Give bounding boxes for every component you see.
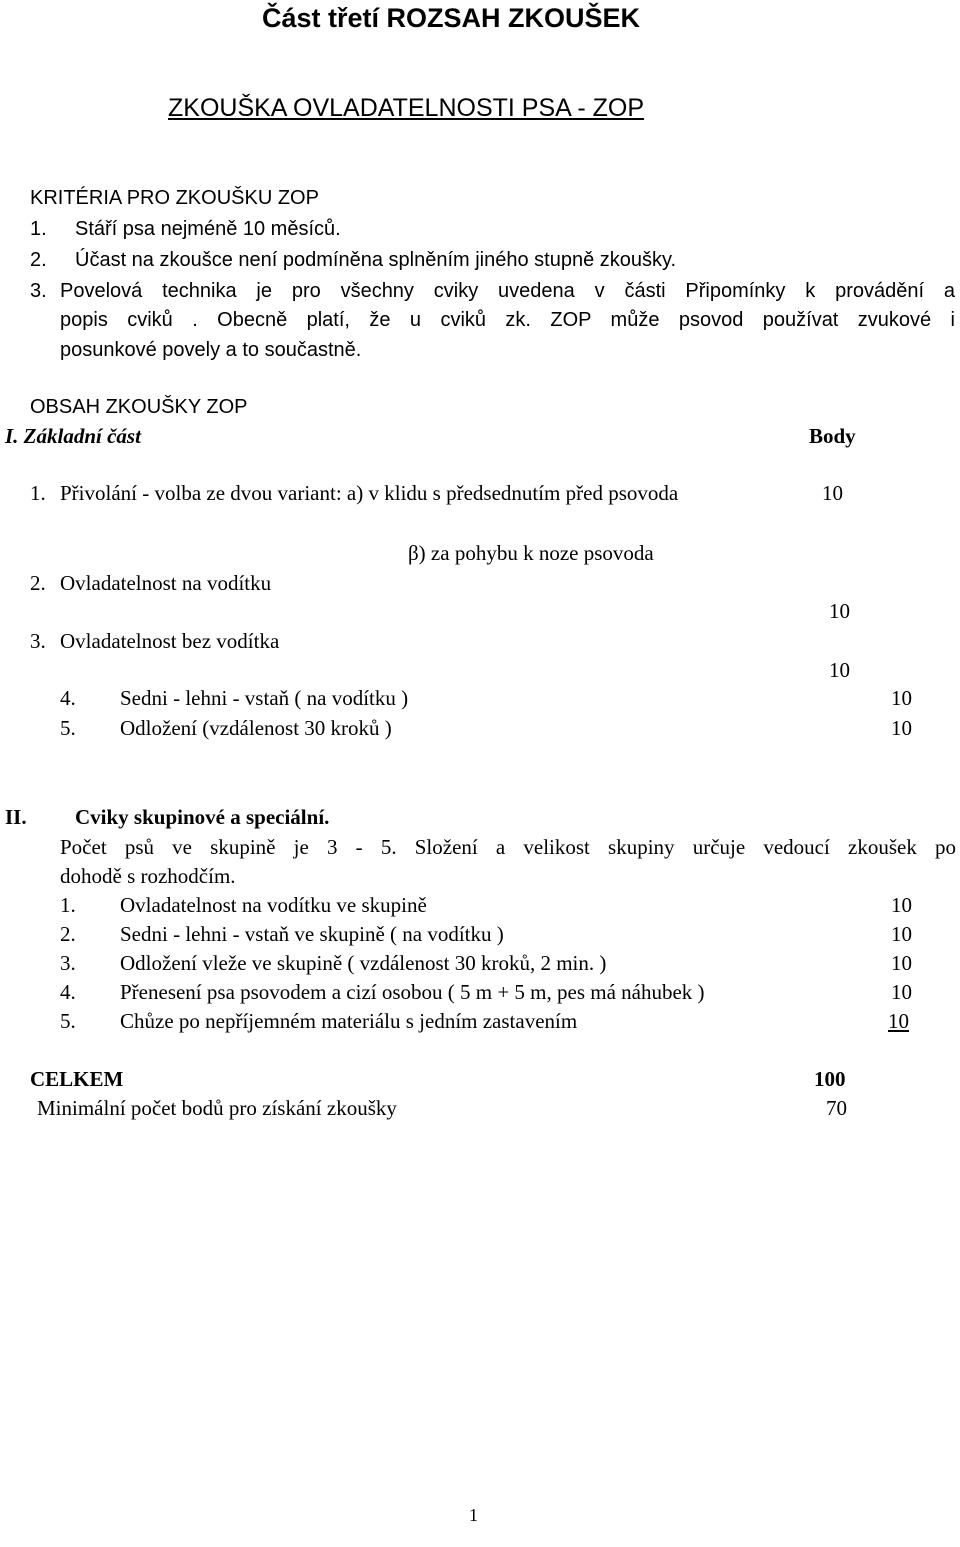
points-column-header: Body	[809, 424, 856, 448]
group-exercise-text: Odložení vleže ve skupině ( vzdálenost 30 kroků, 2 min. )	[120, 951, 607, 975]
exercise-points: 10	[829, 599, 850, 623]
exercise-text: Ovladatelnost bez vodítka	[60, 629, 280, 653]
exercise-text: Sedni - lehni - vstaň ( na vodítku )	[120, 686, 409, 710]
content-heading: OBSAH ZKOUŠKY ZOP	[30, 396, 248, 418]
exercise-text: Ovladatelnost na vodítku	[60, 571, 272, 595]
criteria-item-text: Povelová technika je pro všechny cviky uvedena v části Připomínky k provádění a	[60, 280, 955, 302]
criteria-item-text: Účast na zkoušce není podmíněna splněním jiného stupně zkoušky.	[75, 249, 677, 271]
part2-number: II.	[5, 805, 27, 829]
group-exercise-text: Sedni - lehni - vstaň ve skupině ( na vodítku )	[120, 922, 504, 946]
criteria-item-number: 3.	[30, 280, 47, 302]
criteria-item-number: 1.	[30, 218, 47, 240]
minimum-points-label: Minimální počet bodů pro získání zkoušky	[37, 1096, 397, 1120]
criteria-item-text: posunkové povely a to součastně.	[60, 339, 362, 361]
part2-intro-text: Počet psů ve skupině je 3 - 5. Složení a velikost skupiny určuje vedoucí zkoušek po	[60, 835, 956, 859]
exercise-number: 1.	[30, 481, 46, 505]
exercise-points: 10	[891, 686, 912, 710]
group-exercise-text: Ovladatelnost na vodítku ve skupině	[120, 893, 427, 917]
group-exercise-text: Přenesení psa psovodem a cizí osobou ( 5 m + 5 m, pes má náhubek )	[120, 980, 705, 1004]
exercise-number: 2.	[30, 571, 46, 595]
minimum-points-value: 70	[826, 1096, 847, 1120]
exercise-text: Přivolání - volba ze dvou variant: a) v klidu s předsednutím před psovoda	[60, 481, 679, 505]
exam-subtitle: ZKOUŠKA OVLADATELNOSTI PSA - ZOP	[168, 94, 645, 122]
criteria-item-text: popis cviků . Obecně platí, že u cviků zk. ZOP může psovod používat zvukové i	[60, 309, 955, 331]
part1-heading: I. Základní část	[5, 424, 141, 448]
group-exercise-points: 10	[891, 980, 912, 1004]
group-exercise-number: 2.	[60, 922, 76, 946]
group-exercise-number: 5.	[60, 1009, 76, 1033]
exercise-points: 10	[822, 481, 843, 505]
exercise-variant-text: β) za pohybu k noze psovoda	[408, 541, 654, 565]
exercise-number: 3.	[30, 629, 46, 653]
total-label: CELKEM	[30, 1067, 124, 1091]
exercise-number: 5.	[60, 716, 76, 740]
group-exercise-points: 10	[891, 922, 912, 946]
group-exercise-number: 3.	[60, 951, 76, 975]
page-number: 1	[469, 1505, 478, 1525]
part2-heading: Cviky skupinové a speciální.	[75, 805, 330, 829]
total-value: 100	[814, 1067, 846, 1091]
exercise-points: 10	[891, 716, 912, 740]
criteria-item-number: 2.	[30, 249, 47, 271]
criteria-heading: KRITÉRIA PRO ZKOUŠKU ZOP	[30, 187, 319, 209]
group-exercise-text: Chůze po nepříjemném materiálu s jedním zastavením	[120, 1009, 578, 1033]
group-exercise-points: 10	[891, 893, 912, 917]
part2-intro-text: dohodě s rozhodčím.	[60, 864, 236, 888]
group-exercise-number: 4.	[60, 980, 76, 1004]
exercise-number: 4.	[60, 686, 76, 710]
criteria-item-text: Stáří psa nejméně 10 měsíců.	[75, 218, 341, 240]
page-title: Část třetí ROZSAH ZKOUŠEK	[262, 3, 641, 33]
group-exercise-points: 10	[891, 951, 912, 975]
group-exercise-points: 10	[888, 1009, 909, 1033]
exercise-text: Odložení (vzdálenost 30 kroků )	[120, 716, 392, 740]
exercise-points: 10	[829, 658, 850, 682]
group-exercise-number: 1.	[60, 893, 76, 917]
